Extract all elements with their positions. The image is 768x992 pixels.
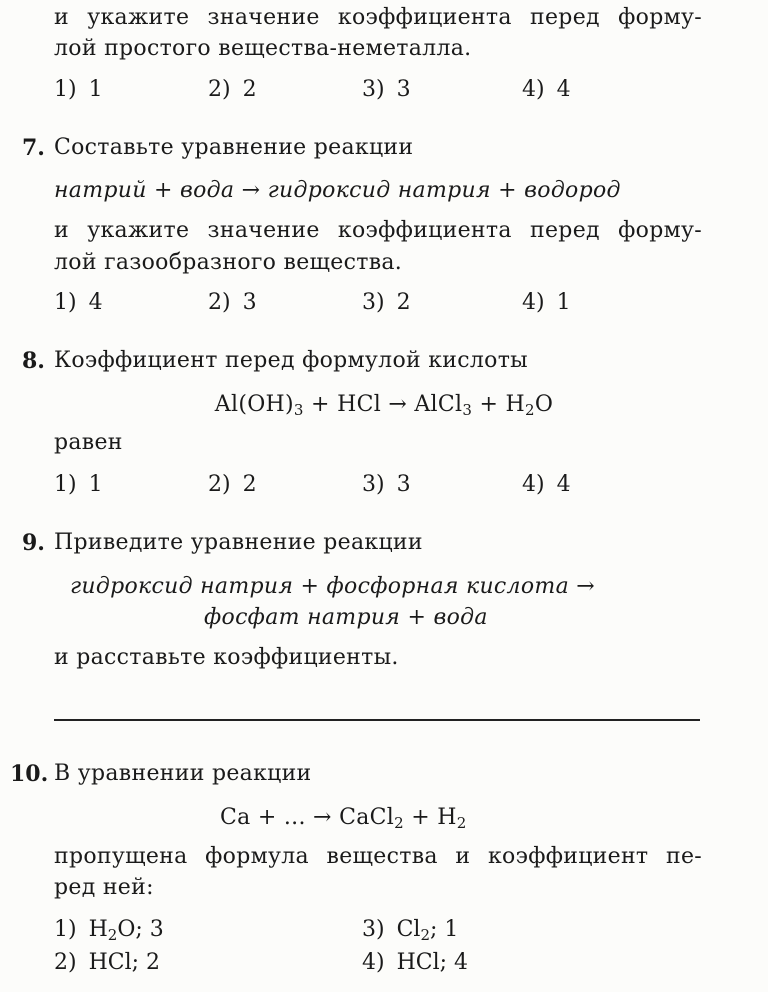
- q9-title: Приведите уравнение реакции: [54, 530, 423, 555]
- q8-option-3[interactable]: 3) 3: [362, 472, 411, 497]
- q8-equation: $Al(OH)_3$ + HCl → AlCl$_3$ + $H_2O$: [214, 392, 554, 419]
- q10-text-line-1: пропущена формула вещества и коэффициент пе-: [54, 844, 702, 869]
- q10-option-2[interactable]: 2) HCl; 2: [54, 950, 161, 975]
- q7-option-2[interactable]: 2) 3: [208, 290, 257, 315]
- q7-equation: натрий + вода → гидроксид натрия + водород: [54, 178, 621, 203]
- q8-options: [54, 470, 704, 500]
- q9-equation-line-2: фосфат натрия + вода: [204, 605, 488, 630]
- q8-option-4[interactable]: 4) 4: [522, 472, 571, 497]
- q6-option-2[interactable]: 2) 2: [208, 77, 257, 102]
- q7-title: Составьте уравнение реакции: [54, 135, 414, 160]
- q6-option-3[interactable]: 3) 3: [362, 77, 411, 102]
- q7-number: 7.: [22, 135, 45, 161]
- q7-option-1[interactable]: 1) 4: [54, 290, 103, 315]
- q10-options-row-2: [54, 948, 704, 978]
- q7-text-line-1: и укажите значение коэффициента перед форму-: [54, 218, 702, 243]
- q8-option-1[interactable]: 1) 1: [54, 472, 103, 497]
- q8-after-text: равен: [54, 430, 123, 455]
- q9-number: 9.: [22, 530, 45, 556]
- q10-option-1[interactable]: 1) $H_2O$; 3: [54, 917, 164, 944]
- q8-title: Коэффициент перед формулой кислоты: [54, 348, 528, 373]
- q9-answer-line[interactable]: [54, 719, 700, 721]
- q7-option-3[interactable]: 3) 2: [362, 290, 411, 315]
- q10-option-3[interactable]: 3) $Cl_2$; 1: [362, 917, 459, 944]
- q7-text-line-2: лой газообразного вещества.: [54, 250, 403, 275]
- q7-options: [54, 288, 704, 318]
- q10-options-row-1: [54, 915, 704, 945]
- q10-title: В уравнении реакции: [54, 761, 312, 786]
- q7-option-4[interactable]: 4) 1: [522, 290, 571, 315]
- q10-number: 10.: [10, 761, 49, 787]
- q6-text-line-2: лой простого вещества-неметалла.: [54, 36, 472, 61]
- q10-text-line-2: ред ней:: [54, 875, 154, 900]
- q6-text-line-1: и укажите значение коэффициента перед форму-: [54, 5, 702, 30]
- q9-after-text: и расставьте коэффициенты.: [54, 645, 399, 670]
- q8-number: 8.: [22, 348, 45, 374]
- q10-option-4[interactable]: 4) HCl; 4: [362, 950, 469, 975]
- q8-option-2[interactable]: 2) 2: [208, 472, 257, 497]
- q6-options: [54, 75, 704, 105]
- q6-option-1[interactable]: 1) 1: [54, 77, 103, 102]
- q10-equation: Ca + ... → CaCl$_2$ + $H_2$: [220, 805, 467, 832]
- q9-equation-line-1: гидроксид натрия + фосфорная кислота →: [70, 574, 596, 599]
- q6-option-4[interactable]: 4) 4: [522, 77, 571, 102]
